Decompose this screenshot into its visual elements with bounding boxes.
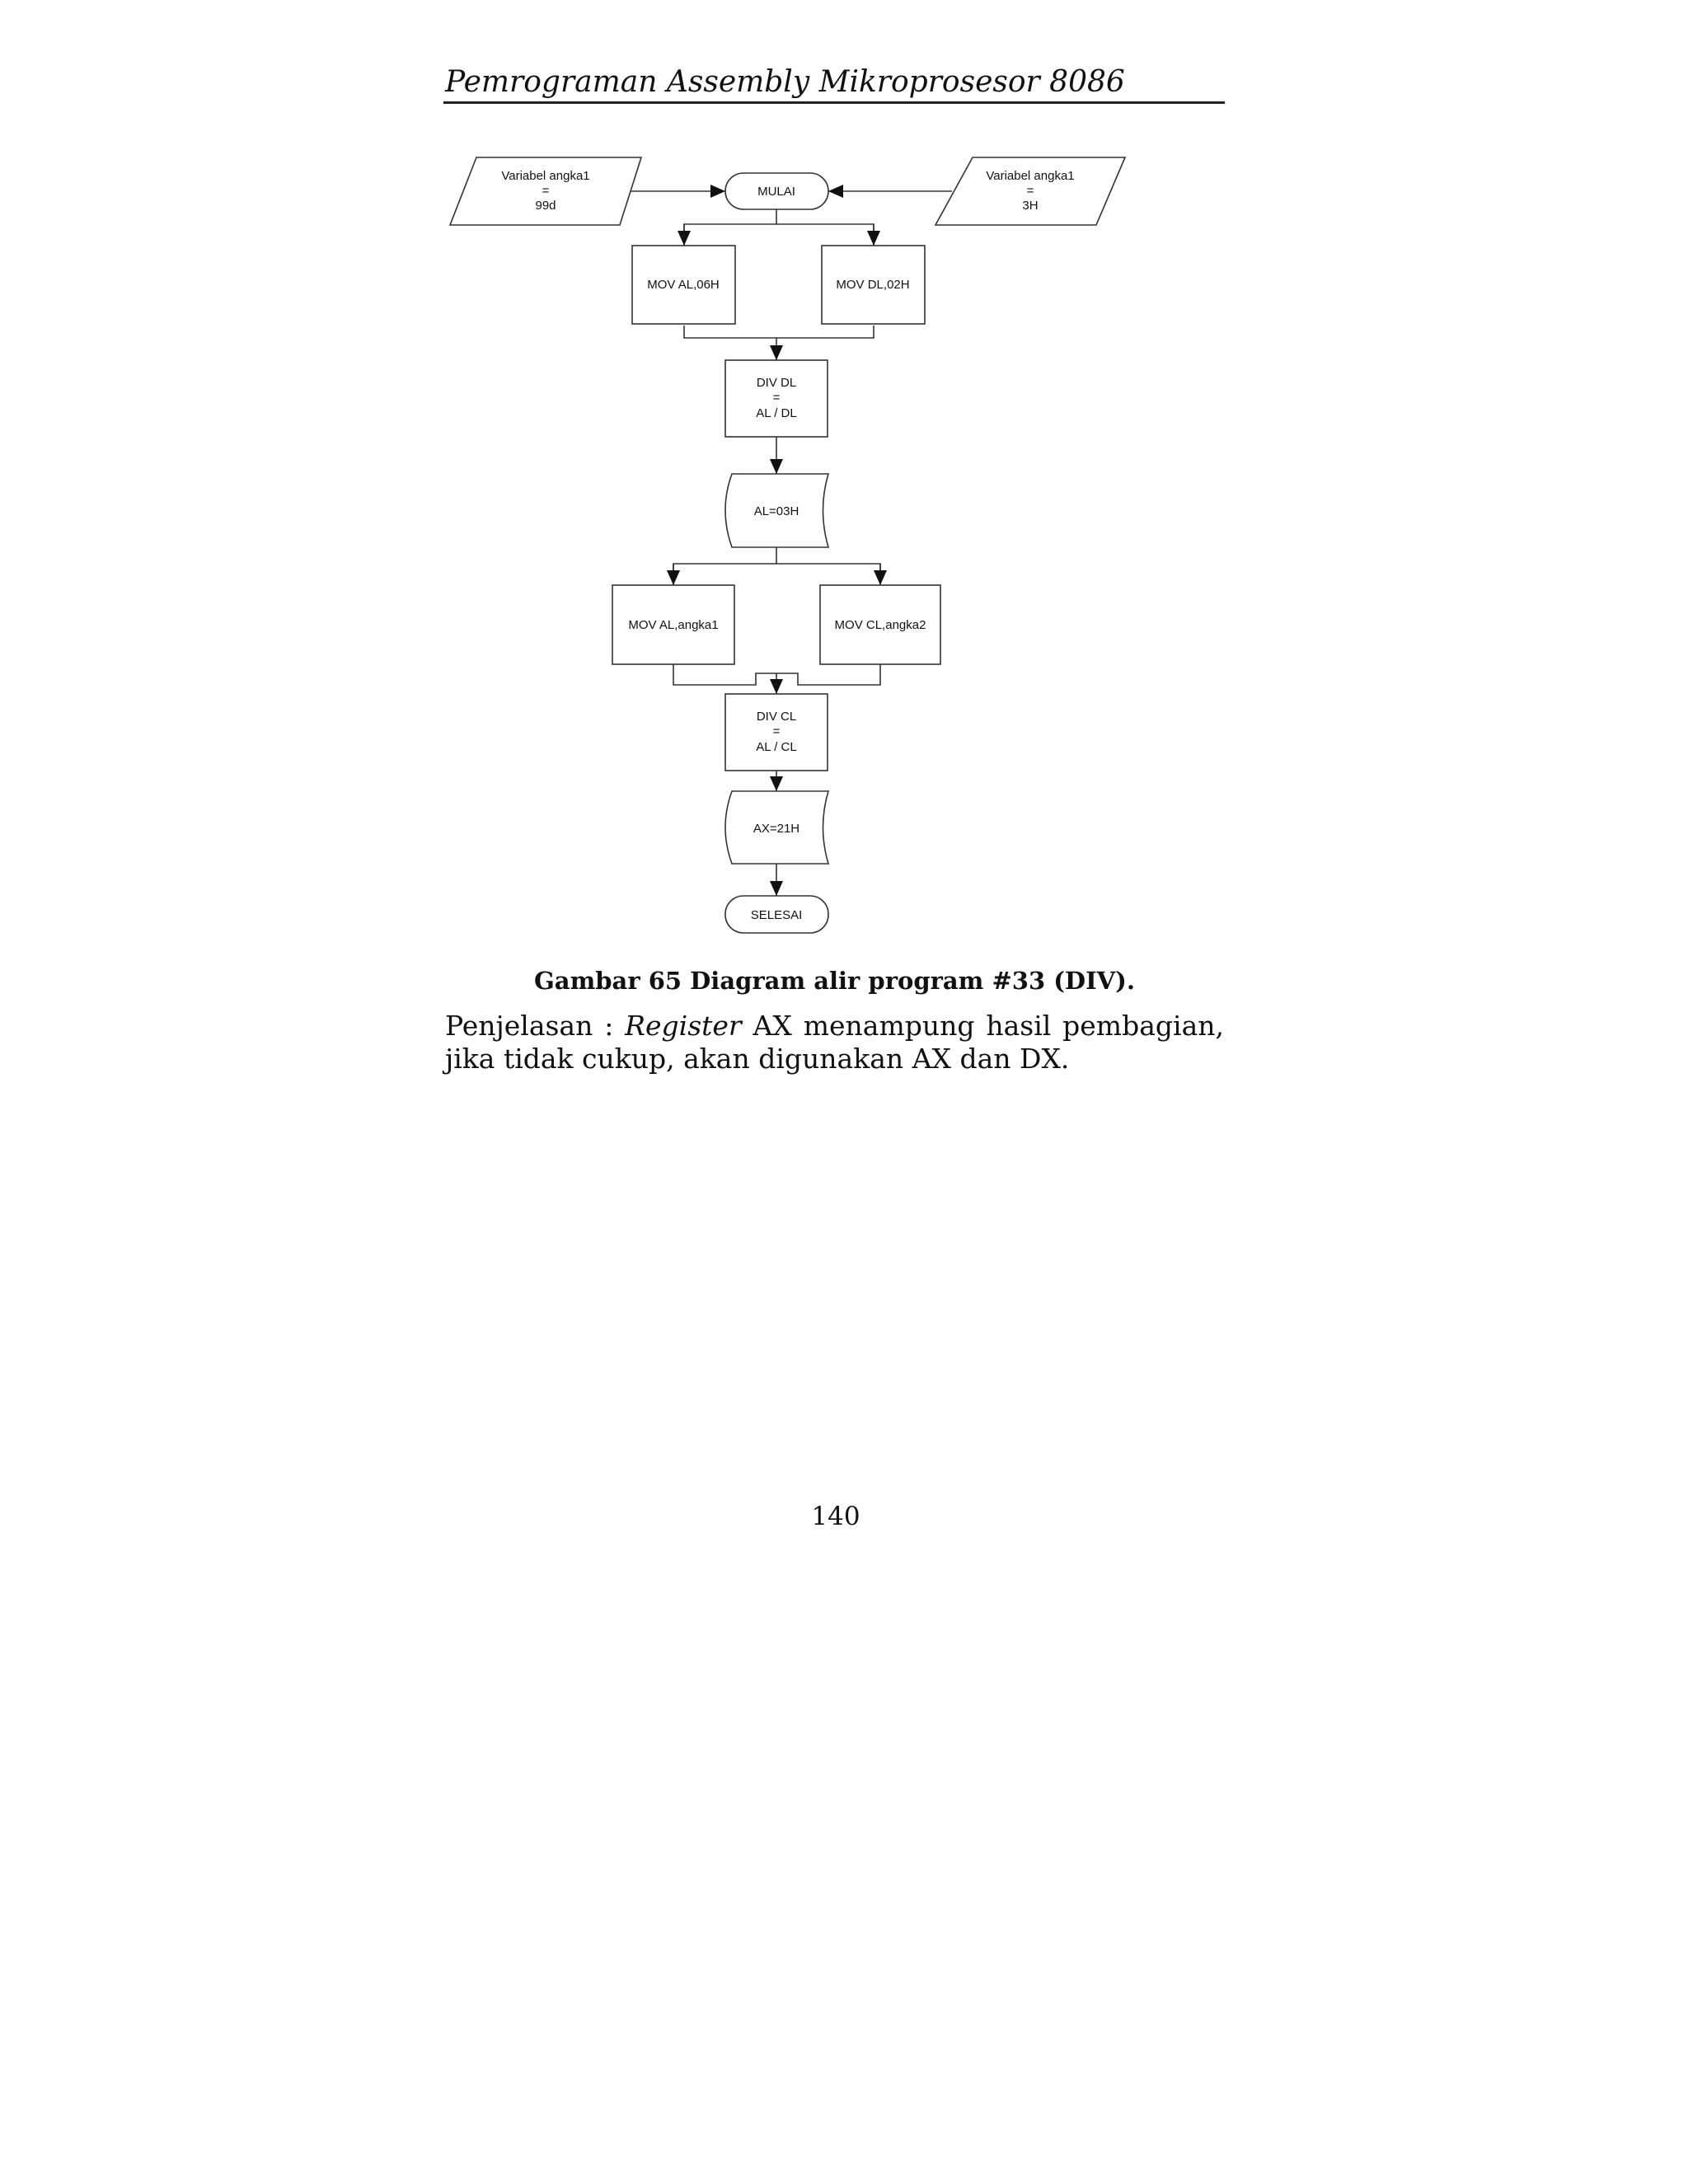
end-label: SELESAI	[750, 908, 803, 922]
paragraph-line1-rest: AX menampung hasil pembagian,	[741, 1010, 1224, 1042]
div-cl-line3: AL / CL	[756, 740, 797, 754]
mov-al-06h-label: MOV AL,06H	[647, 278, 720, 292]
paragraph-line-1	[445, 1010, 1224, 1043]
paragraph-prefix: Penjelasan :	[445, 1010, 626, 1042]
mov-cl-angka2-label: MOV CL,angka2	[834, 618, 926, 632]
input-left-line3: 99d	[535, 199, 556, 213]
connector-start-split	[684, 209, 776, 246]
div-dl-line3: AL / DL	[756, 406, 797, 420]
div-dl-line2: =	[772, 391, 781, 405]
mov-dl-02h-label: MOV DL,02H	[836, 278, 910, 292]
output-ax-label: AX=21H	[753, 822, 800, 836]
connector-output-split	[673, 547, 776, 585]
paragraph-emphasis: Register	[625, 1010, 742, 1042]
div-cl-line1: DIV CL	[756, 710, 797, 724]
page-number: 140	[811, 1502, 860, 1531]
mov-al-angka1-label: MOV AL,angka1	[628, 618, 719, 632]
flowchart	[0, 0, 1688, 956]
div-cl-line2: =	[772, 724, 781, 738]
connector-mov-merge	[684, 326, 874, 338]
paragraph-line-2: jika tidak cukup, akan digunakan AX dan DX.	[445, 1043, 1070, 1075]
input-right-line1: Variabel angka1	[986, 169, 1075, 183]
input-right-line3: 3H	[1022, 199, 1039, 213]
div-dl-line1: DIV DL	[756, 376, 797, 390]
explanation-paragraph	[445, 1010, 1224, 1076]
input-right-line2: =	[1026, 184, 1034, 198]
connector-start-split-right	[776, 224, 874, 246]
output-al-label: AL=03H	[753, 504, 799, 518]
input-left-line2: =	[542, 184, 550, 198]
start-label: MULAI	[757, 185, 795, 199]
input-left-line1: Variabel angka1	[501, 169, 590, 183]
figure-caption: Gambar 65 Diagram alir program #33 (DIV).	[534, 967, 1135, 995]
page-header-title: Pemrograman Assembly Mikroprosesor 8086	[445, 65, 1125, 99]
